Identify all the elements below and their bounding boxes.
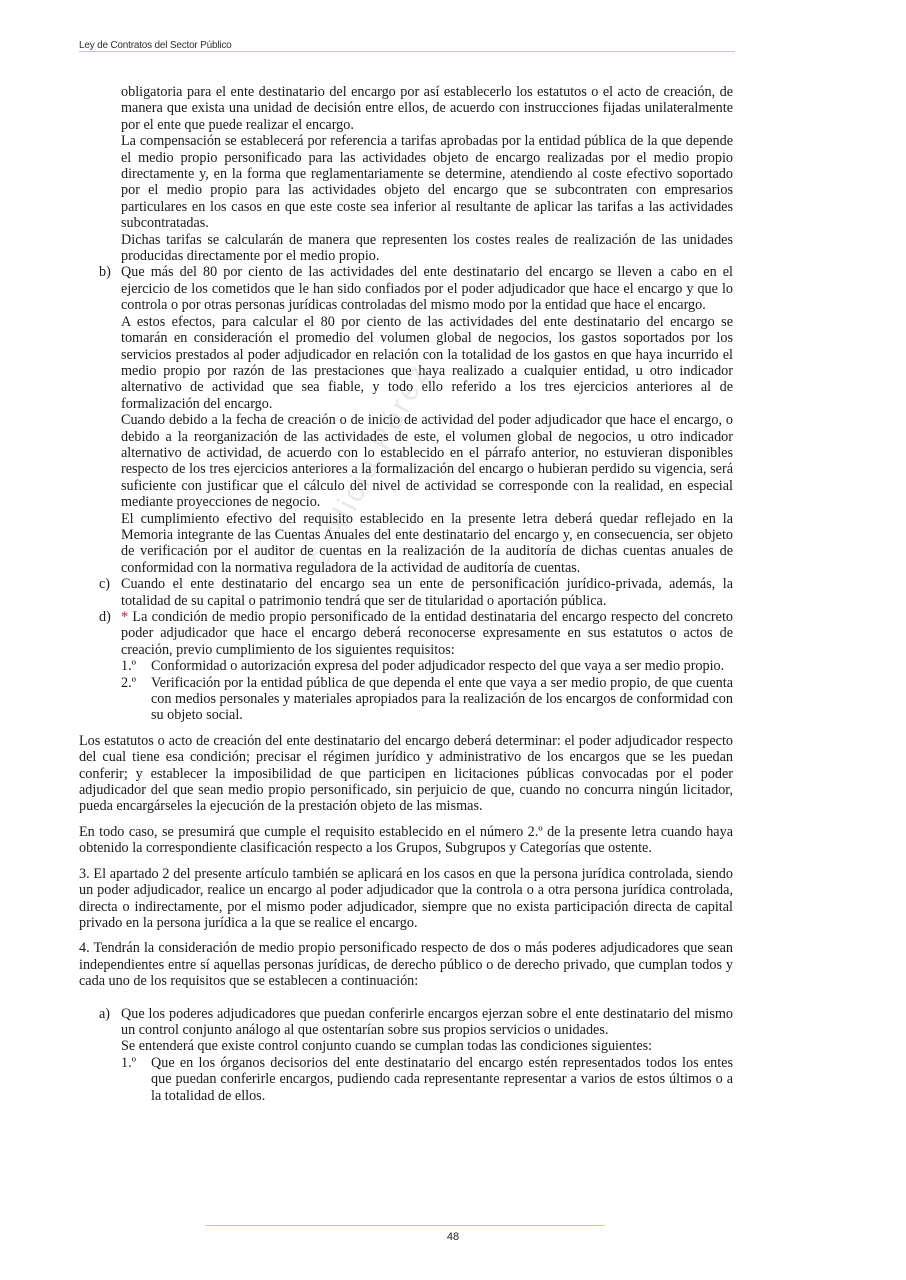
list-item-d — [79, 609, 733, 658]
sub-label: 1.º — [121, 1054, 137, 1071]
paragraph-section-3: 3. El apartado 2 del presente artículo también se aplicará en los casos en que la persona jurídica controlada, siendo un poder adjudicador, realice un encargo al poder adjudicador que la controla o a otra persona jurídica controlada, directa o indirectamente, por el mismo poder adjudicador, siempre que no exista participación directa de capital privado en la persona jurídica a la que se realice el encargo. — [79, 865, 733, 931]
sub-item — [79, 1055, 733, 1104]
sub-label: 1.º — [121, 658, 137, 675]
list-label: c) — [99, 576, 111, 593]
page-number: 48 — [446, 1231, 460, 1243]
list-label: a) — [99, 1005, 111, 1022]
paragraph-estatutos: Los estatutos o acto de creación del ente destinatario del encargo deberá determinar: el poder adjudicador respecto del cual tiene esa condición; precisar el régimen jurídico y administrativo de los encargos que se les puedan conferir; y establecer la imposibilidad de que participen en licitaciones públicas convocadas por el poder adjudicador del que sean medio propio personificado, sin perjuicio de que, cuando no concurra ningún licitador, pueda encargárseles la ejecución de la prestación objeto de las mismas. — [79, 732, 733, 815]
list-item-text: Que más del 80 por ciento de las actividades del ente destinatario del encargo se lleven a cabo en el ejercicio de los cometidos que le han sido confiados por el poder adjudicador que hace el encargo y que lo controla o por otras personas jurídicas controladas del mismo modo por la entidad que hace el encargo. — [121, 264, 733, 314]
list-label: b) — [99, 264, 111, 281]
amendment-star: * — [121, 609, 129, 625]
list-item-4a — [79, 1006, 733, 1055]
paragraph-compensation: La compensación se establecerá por referencia a tarifas aprobadas por la entidad pública de la que depende el medio propio personificado para las actividades objeto de encargo realizadas por el medio propio directamente y, en la forma que reglamentariamente se determine, atendiendo al coste efectivo soportado por el medio propio para las actividades objeto del encargo que se subcontraten con empresarios particulares en los casos en que este coste sea inferior al resultante de aplicar las tarifas a las actividades subcontratadas. — [121, 133, 733, 232]
list-item-text: A estos efectos, para calcular el 80 por ciento de las actividades del ente destinatario del encargo se tomarán en consideración el promedio del volumen global de negocios, los gastos soportados por los servicios prestados al poder adjudicador en relación con la totalidad de los gastos en que haya incurrido el medio propio por razón de las prestaciones que haya realizado a cualquier entidad, u otro indicador alternativo de actividad que sea fiable, y todo ello referido a los tres ejercicios anteriores al de formalización del encargo. — [121, 313, 733, 412]
paragraph-continuation: obligatoria para el ente destinatario del encargo por así establecerlo los estatutos o el acto de creación, de manera que exista una unidad de decisión entre ellos, de acuerdo con instrucciones fijadas unilateralmente por el ente que puede realizar el encargo. — [121, 84, 733, 133]
paragraph-todo-caso: En todo caso, se presumirá que cumple el requisito establecido en el número 2.º de la presente letra cuando haya obtenido la correspondiente clasificación respecto a los Grupos, Subgrupos y Categorías que ostente. — [79, 823, 733, 857]
list-label: d) — [99, 609, 111, 625]
footer-divider — [205, 1225, 605, 1226]
list-item-c — [79, 576, 733, 609]
page-header — [79, 35, 735, 52]
paragraph-tarifas: Dichas tarifas se calcularán de manera que representen los costes reales de realización de las unidades producidas directamente por el medio propio. — [121, 231, 733, 265]
list-item-text: El cumplimiento efectivo del requisito establecido en la presente letra deberá quedar reflejado en la Memoria integrante de las Cuentas Anuales del ente destinatario del encargo y, en consecuencia, ser objeto de verificación por el auditor de cuentas en la realización de la auditoría de dichas cuentas anuales de conformidad con la normativa reguladora de la actividad de auditoría de cuentas. — [121, 510, 733, 576]
sub-label: 2.º — [121, 674, 137, 691]
list-item-text: Se entenderá que existe control conjunto cuando se cumplan todas las condiciones siguientes: — [121, 1038, 653, 1055]
watermark: © Alicia Pérez — [300, 357, 437, 576]
sub-item — [79, 675, 733, 724]
sub-item — [79, 658, 733, 674]
list-item-text: Cuando debido a la fecha de creación o de inicio de actividad del poder adjudicador que hace el encargo, o debido a la reorganización de las actividades de este, el volumen global de negocios, u otro indicador alternativo de actividad, de acuerdo con lo establecido en el párrafo anterior, no estuvieran disponibles respecto de los tres ejercicios anteriores a la formalización del encargo o hubieran perdido su vigencia, será suficiente con justificar que el cálculo del nivel de actividad se corresponde con la realidad, en especial mediante proyecciones de negocio. — [121, 412, 733, 511]
paragraph-section-4: 4. Tendrán la consideración de medio propio personificado respecto de dos o más poderes adjudicadores que sean independientes entre sí aquellas personas jurídicas, de derecho público o de derecho privado, que cumplan todos y cada uno de los requisitos que se establecen a continuación: — [79, 940, 733, 990]
header-title: Ley de Contratos del Sector Público — [79, 40, 232, 51]
list-item-b — [79, 264, 733, 576]
list-item-text: La condición de medio propio personificado de la entidad destinataria del encargo respecto del concreto poder adjudicador que hace el encargo deberá reconocerse expresamente en sus estatutos o actos de creación, previo cumplimiento de los siguientes requisitos: — [121, 609, 733, 658]
sub-item-text: Que en los órganos decisorios del ente destinatario del encargo estén representados todos los entes que puedan conferirle encargos, pudiendo cada representante representar a varios de estos últimos o a la totalidad de ellos. — [151, 1054, 733, 1104]
sub-item-text: Verificación por la entidad pública de que dependa el ente que vaya a ser medio propio, de que cuenta con medios personales y materiales apropiados para la realización de los encargos de conformidad con su objeto social. — [151, 674, 733, 724]
document-body — [79, 84, 733, 1104]
list-item-text: Que los poderes adjudicadores que puedan conferirle encargos ejerzan sobre el ente destinatario del mismo un control conjunto análogo al que ostentarían sobre sus propios servicios o unidades. — [121, 1005, 733, 1038]
sub-item-text: Conformidad o autorización expresa del poder adjudicador respecto del que vaya a ser medio propio. — [151, 658, 725, 675]
list-item-text: Cuando el ente destinatario del encargo sea un ente de personificación jurídico-privada, además, la totalidad de su capital o patrimonio tendrá que ser de titularidad o aportación pública. — [121, 576, 733, 609]
